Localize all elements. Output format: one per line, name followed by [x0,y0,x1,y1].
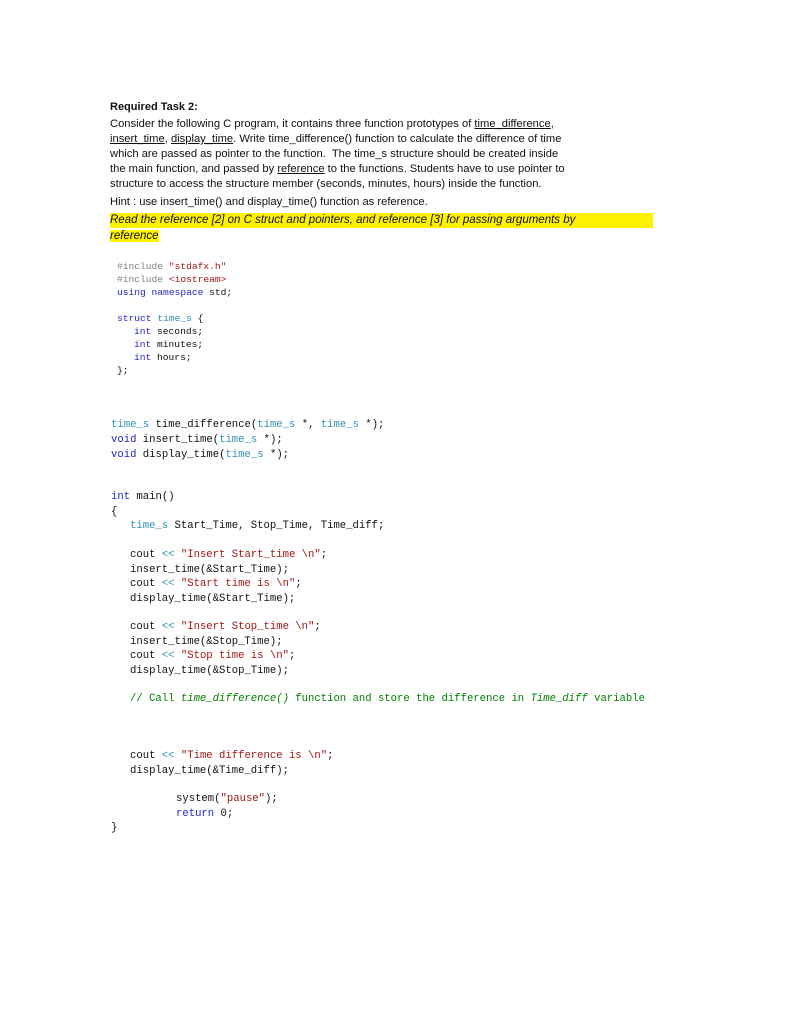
struct-decl: struct time_s { [117,313,204,324]
main-open-brace: { [111,506,118,518]
var-declaration: time_s Start_Time, Stop_Time, Time_diff; [130,520,385,532]
call-display-start: display_time(&Start_Time); [130,593,296,605]
proto-display-time: void display_time(time_s *); [111,449,290,461]
fn-time-difference: time_difference [474,118,551,130]
main-signature: int main() [111,491,175,503]
cout-stop-is: cout << "Stop time is \n"; [130,650,296,662]
cout-diff-is: cout << "Time difference is \n"; [130,750,334,762]
member-seconds: int seconds; [134,326,204,337]
fn-display-time: display_time [170,133,234,145]
include-stdafx: #include "stdafx.h" [117,261,227,272]
main-close-brace: } [111,822,118,834]
task-line-1: Consider the following C program, it contains three function prototypes of time_difference, [110,118,554,130]
member-hours: int hours; [134,352,192,363]
system-pause: system("pause"); [176,793,278,805]
task-line-2: insert_time, display_time. Write time_difference() function to calculate the difference of time [110,133,562,145]
member-minutes: int minutes; [134,339,204,350]
highlight-line-1: Read the reference [2] on C struct and pointers, and reference [3] for passing arguments by [110,213,653,228]
call-insert-stop: insert_time(&Stop_Time); [130,636,283,648]
cout-insert-start: cout << "Insert Start_time \n"; [130,549,328,561]
cout-start-is: cout << "Start time is \n"; [130,578,302,590]
task-hint: Hint : use insert_time() and display_time() function as reference. [110,196,428,208]
call-insert-start: insert_time(&Start_Time); [130,564,289,576]
highlight-line-2: reference [110,230,159,242]
task-title: Required Task 2: [110,101,198,113]
return-statement: return 0; [176,808,234,820]
task-line-3: which are passed as pointer to the function. The time_s structure should be created inside [110,148,559,160]
cout-insert-stop: cout << "Insert Stop_time \n"; [130,621,321,633]
struct-close: }; [117,365,129,376]
proto-time-difference: time_s time_difference(time_s *, time_s *); [111,419,385,431]
task-line-5: structure to access the structure member (seconds, minutes, hours) inside the function. [110,178,542,190]
fn-insert-time: insert_time [110,133,165,145]
call-display-stop: display_time(&Stop_Time); [130,665,289,677]
proto-insert-time: void insert_time(time_s *); [111,434,283,446]
include-iostream: #include <iostream> [117,274,227,285]
using-namespace: using namespace std; [117,287,233,298]
comment-time-difference: // Call time_difference() function and store the difference in Time_diff variable [130,693,645,705]
task-line-4: the main function, and passed by reference to the functions. Students have to use pointer to [110,163,565,175]
reference-word: reference [277,163,325,175]
call-display-diff: display_time(&Time_diff); [130,765,289,777]
